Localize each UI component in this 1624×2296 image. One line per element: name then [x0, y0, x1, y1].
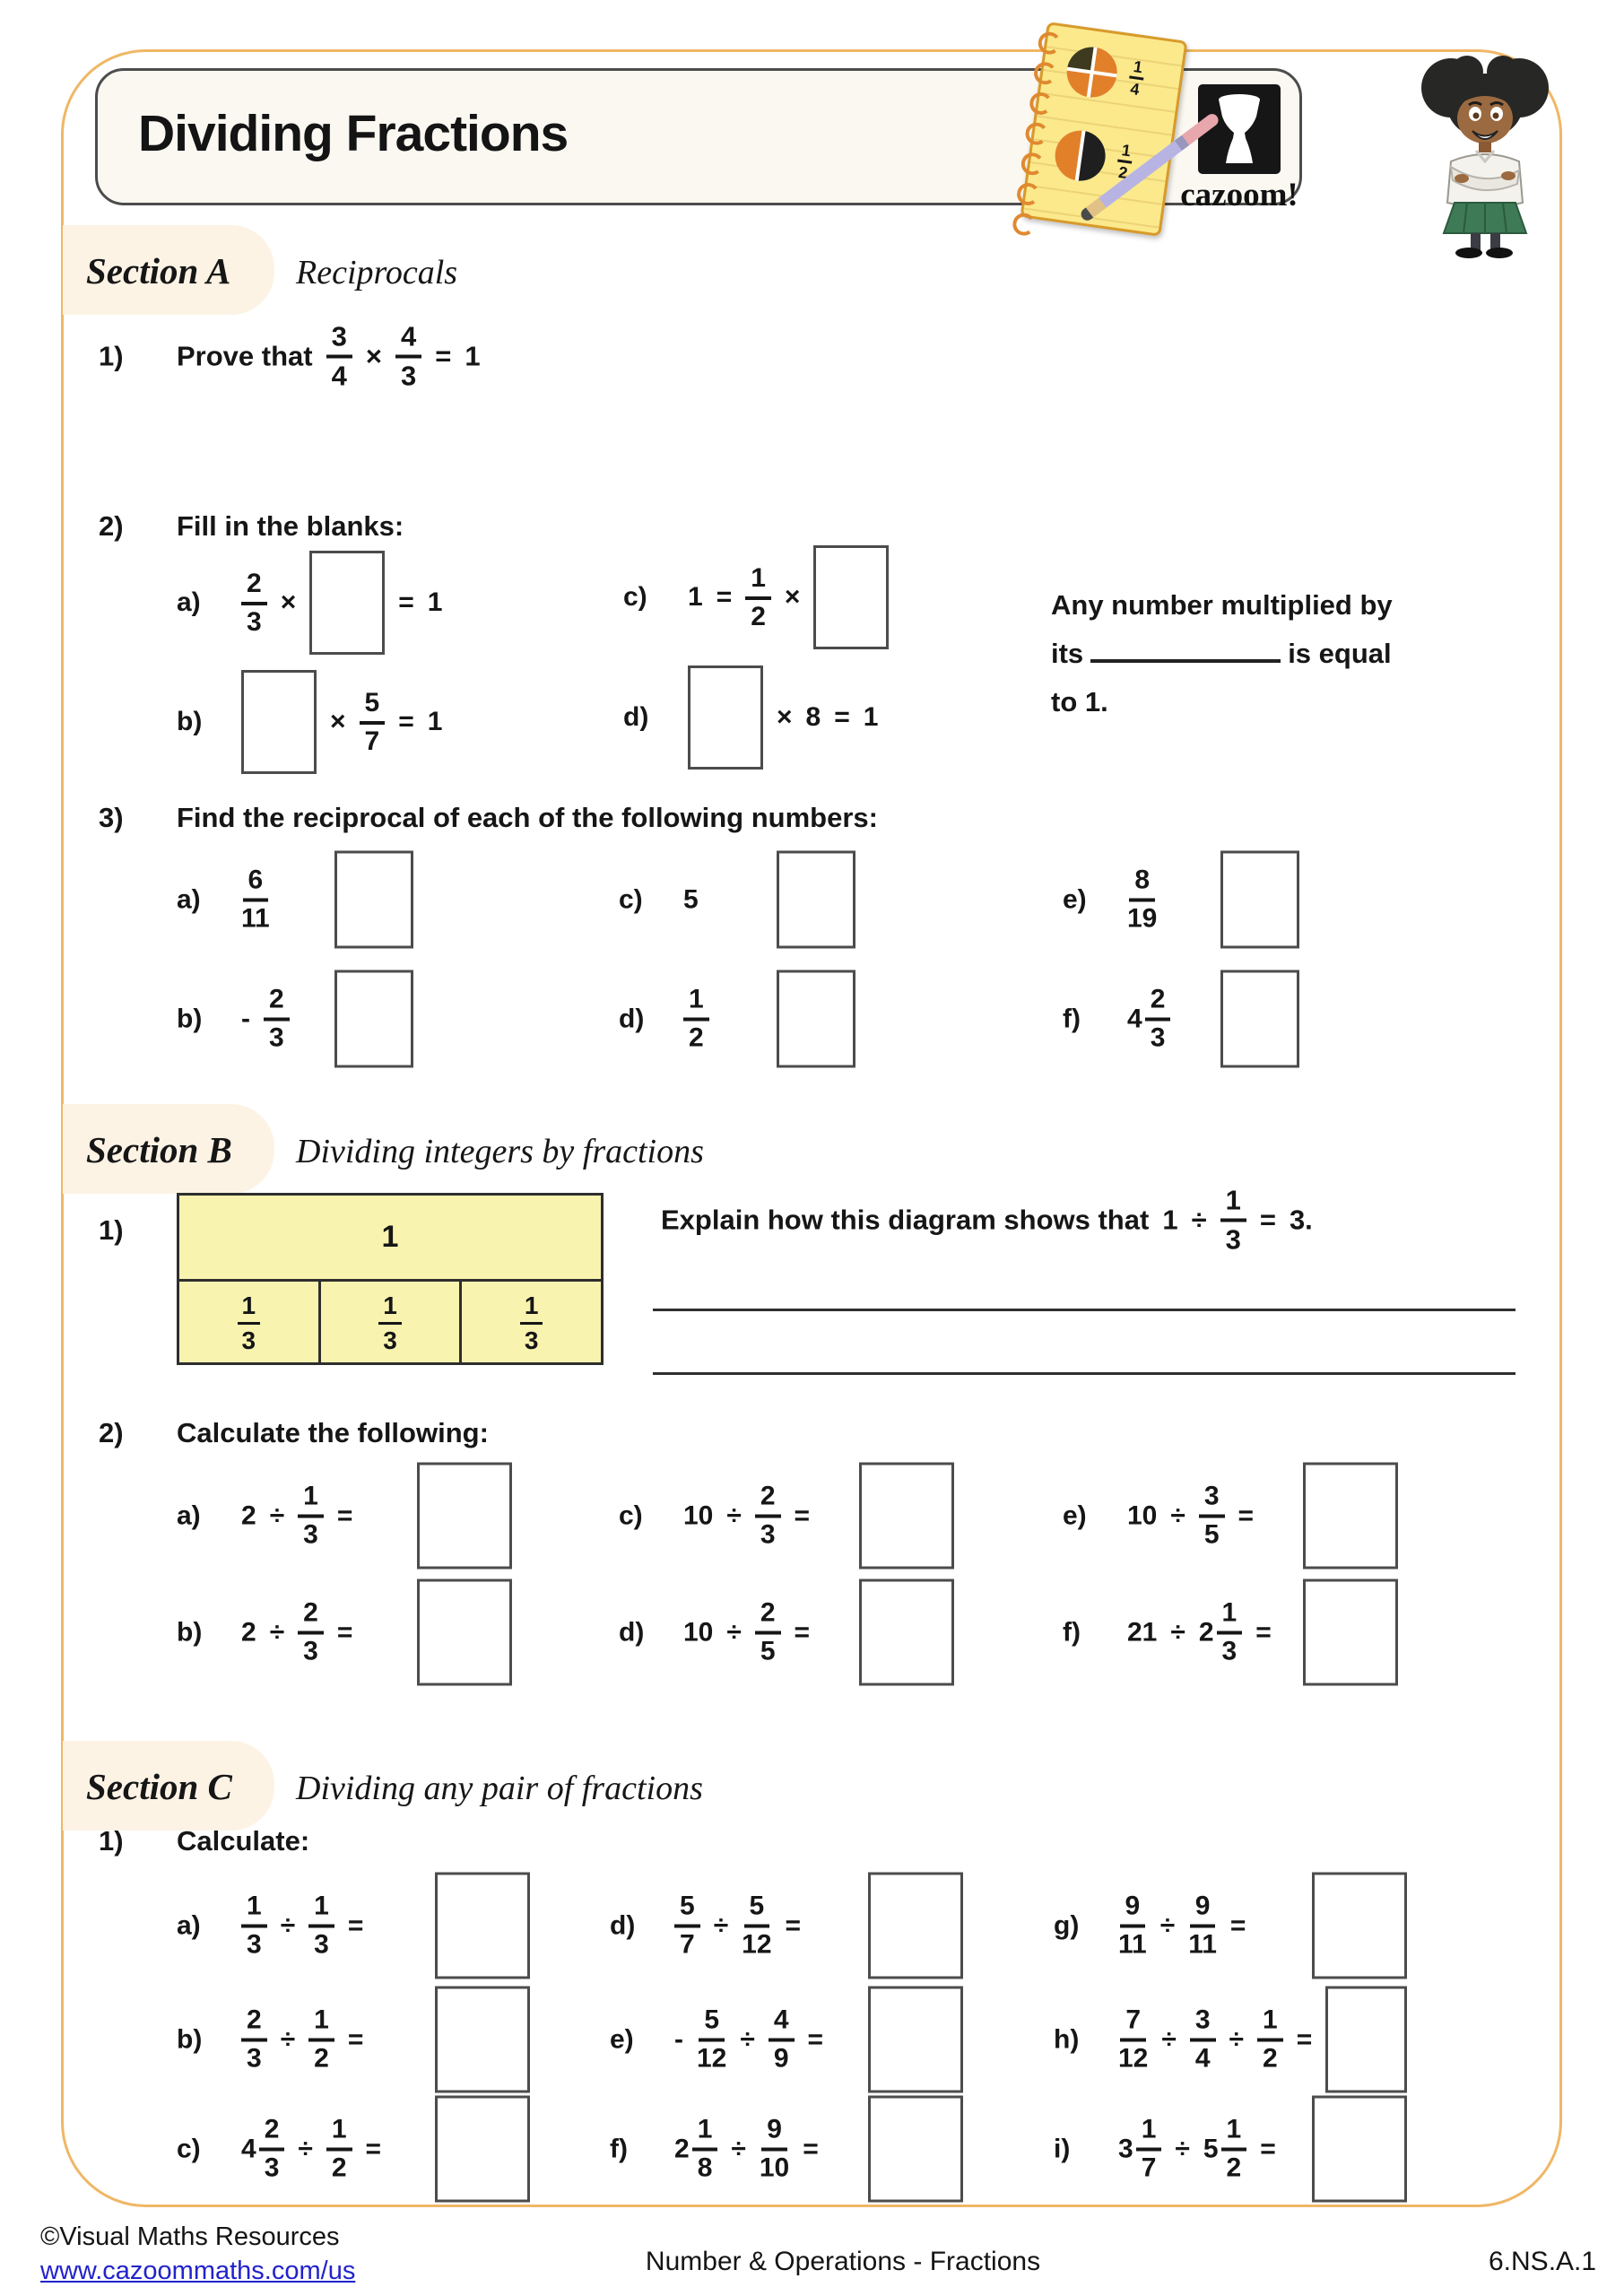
- note-text: its: [1051, 638, 1084, 669]
- question-b1: [99, 1214, 177, 1247]
- operator: ÷: [269, 1500, 285, 1530]
- problem-a3-b: [177, 970, 413, 1068]
- operator: =: [1229, 1910, 1246, 1940]
- operator: =: [834, 702, 850, 732]
- reciprocal-note: [1051, 581, 1481, 726]
- note-text: is equal: [1288, 638, 1392, 669]
- fraction: $\frac{1}{3}$: [1220, 1187, 1246, 1254]
- fraction: $\frac{2}{3}$: [264, 987, 290, 1052]
- operator: ÷: [1170, 1500, 1185, 1530]
- math-text: 1: [465, 340, 481, 371]
- item-label: c): [619, 1500, 643, 1530]
- expression: [241, 1873, 530, 1979]
- mixed-number: 4 $\frac{2}{3}$: [1127, 987, 1170, 1052]
- item-label: g): [1054, 1910, 1080, 1940]
- operator: ÷: [1170, 1617, 1185, 1647]
- item-label: b): [177, 2024, 203, 2054]
- question-number: 1): [99, 1214, 124, 1246]
- expression: [241, 2096, 530, 2203]
- fraction: $\frac{5}{7}$: [674, 1893, 700, 1959]
- section-a-label: Section A: [86, 250, 231, 291]
- expression: [683, 1579, 954, 1686]
- problem-c1-h: [1054, 1987, 1407, 2093]
- operator: =: [1260, 2134, 1276, 2163]
- question-number: 2): [99, 510, 124, 542]
- expression: [241, 1463, 512, 1570]
- math-text: Prove that: [177, 340, 313, 371]
- operator: ÷: [726, 1500, 742, 1530]
- item-label: f): [1063, 1004, 1081, 1033]
- fraction: $\frac{1}{3}$: [378, 1293, 402, 1353]
- copyright-text: ©Visual Maths Resources: [40, 2222, 340, 2251]
- expression: [241, 970, 413, 1068]
- mixed-number: 4 $\frac{2}{3}$: [241, 2117, 284, 2182]
- problem-a2-c: [623, 545, 889, 649]
- problem-c1-i: [1054, 2096, 1407, 2203]
- expression: [1118, 1873, 1407, 1979]
- question-c1: [99, 1825, 309, 1857]
- math-text: 5: [683, 884, 699, 914]
- answer-box[interactable]: [417, 1579, 512, 1686]
- math-text: 10: [683, 1617, 714, 1647]
- problem-a2-b: [177, 670, 442, 774]
- operator: =: [716, 582, 733, 612]
- math-text: 1: [427, 707, 443, 736]
- question-a3: [99, 802, 878, 834]
- fraction: $\frac{1}{3}$: [308, 1893, 334, 1959]
- fill-in-blank-line[interactable]: [1090, 656, 1281, 663]
- brand-text: cazoom!: [1180, 177, 1298, 213]
- operator: =: [365, 2134, 382, 2163]
- expression: [661, 1184, 1313, 1256]
- math-text: 2: [241, 1617, 256, 1647]
- operator: ÷: [280, 2024, 296, 2054]
- fraction: $\frac{1}{2}$: [745, 565, 771, 631]
- problem-c1-d: [610, 1873, 963, 1979]
- problem-c1-g: [1054, 1873, 1407, 1979]
- expression: [674, 1873, 963, 1979]
- fraction: $\frac{1}{3}$: [238, 1293, 261, 1353]
- fraction: $\frac{2}{5}$: [755, 1600, 781, 1665]
- answer-line[interactable]: [653, 1309, 1515, 1311]
- fraction: $\frac{1}{2}$: [1257, 2007, 1283, 2073]
- math-text: 1: [1162, 1204, 1178, 1235]
- problem-c1-b: [177, 1987, 530, 2093]
- item-label: c): [177, 2134, 201, 2163]
- fraction: $\frac{1}{2}$: [683, 987, 709, 1052]
- answer-box[interactable]: [435, 1987, 530, 2093]
- operator: =: [398, 707, 414, 736]
- operator: ÷: [280, 1910, 296, 1940]
- expression: [241, 670, 442, 774]
- item-label: a): [177, 587, 201, 617]
- fraction: $\frac{5}{12}$: [742, 1891, 772, 1960]
- answer-box[interactable]: [777, 970, 855, 1068]
- fraction: $\frac{9}{10}$: [759, 2114, 790, 2183]
- question-prompt: Find the reciprocal of each of the following numbers:: [177, 802, 878, 833]
- diagram-third-cell: [318, 1282, 460, 1365]
- answer-box[interactable]: [241, 670, 317, 774]
- answer-box[interactable]: [868, 1873, 963, 1979]
- operator: ÷: [731, 2134, 746, 2163]
- fraction: $\frac{2}{3}$: [259, 2117, 285, 2182]
- item-label: e): [1063, 1500, 1087, 1530]
- math-text: 8: [805, 702, 821, 732]
- question-prompt: Fill in the blanks:: [177, 510, 404, 542]
- standard-code: 6.NS.A.1: [1489, 2247, 1597, 2276]
- operator: =: [435, 340, 452, 371]
- math-text: 10: [1127, 1500, 1158, 1530]
- operator: =: [785, 1910, 802, 1940]
- fraction: $\frac{2}{3}$: [1145, 987, 1171, 1052]
- problem-b2-b: [177, 1579, 512, 1686]
- operator: ÷: [1161, 2024, 1177, 2054]
- operator: ÷: [740, 2024, 755, 2054]
- item-label: c): [619, 884, 643, 914]
- question-number: 1): [99, 1825, 124, 1857]
- item-label: b): [177, 1617, 203, 1647]
- math-text: 21: [1127, 1617, 1158, 1647]
- operator: -: [674, 2024, 683, 2054]
- problem-a3-f: [1063, 970, 1299, 1068]
- expression: [683, 851, 855, 949]
- note-line-1: Any number multiplied by: [1051, 589, 1393, 621]
- fraction: $\frac{6}{11}$: [241, 865, 270, 934]
- quarter-pie-icon: [1064, 44, 1120, 100]
- operator: =: [336, 1617, 353, 1647]
- fraction: $\frac{5}{7}$: [360, 690, 386, 755]
- question-b2: [99, 1417, 489, 1449]
- fraction: $\frac{1}{3}$: [1217, 1600, 1243, 1665]
- math-text: 2: [241, 1500, 256, 1530]
- expression: [1127, 970, 1299, 1068]
- mixed-number: 2 $\frac{1}{8}$: [674, 2117, 717, 2182]
- fraction: $\frac{1}{3}$: [298, 1483, 324, 1549]
- fraction: $\frac{1}{8}$: [692, 2117, 718, 2182]
- diagram-thirds-row: [179, 1282, 601, 1365]
- problem-c1-e: [610, 1987, 963, 2093]
- question-a2: [99, 510, 404, 543]
- fraction: $\frac{2}{3}$: [298, 1600, 324, 1665]
- operator: =: [803, 2134, 819, 2163]
- fraction: $\frac{1}{4}$: [1126, 58, 1146, 99]
- expression: [241, 1987, 530, 2093]
- fraction: $\frac{9}{11}$: [1118, 1891, 1147, 1960]
- answer-box[interactable]: [1312, 2096, 1407, 2203]
- problem-b2-d: [619, 1579, 954, 1686]
- expression: [674, 2096, 963, 2203]
- operator: =: [1296, 2024, 1313, 2054]
- answer-box[interactable]: [1303, 1463, 1398, 1570]
- diagram-third-cell: [459, 1282, 601, 1365]
- answer-line[interactable]: [653, 1372, 1515, 1375]
- operator: ÷: [713, 1910, 729, 1940]
- student-character-illustration: [1404, 52, 1566, 263]
- note-line-2: [1051, 630, 1481, 678]
- question-number: 3): [99, 802, 124, 833]
- note-line-3: to 1.: [1051, 686, 1108, 718]
- math-text: 1: [427, 587, 443, 617]
- operator: ×: [280, 587, 297, 617]
- problem-c1-a: [177, 1873, 530, 1979]
- half-pie-icon: [1052, 127, 1108, 184]
- item-label: d): [619, 1617, 645, 1647]
- problem-a3-d: [619, 970, 855, 1068]
- operator: =: [794, 1500, 811, 1530]
- answer-box[interactable]: [1325, 1987, 1407, 2093]
- operator: ×: [784, 582, 801, 612]
- fraction: $\frac{8}{19}$: [1127, 865, 1158, 934]
- expression: [241, 1579, 512, 1686]
- section-b-subtitle: Dividing integers by fractions: [296, 1133, 704, 1170]
- fraction-bar-diagram: [177, 1193, 604, 1365]
- fraction: $\frac{1}{2}$: [326, 2117, 352, 2182]
- operator: -: [241, 1004, 250, 1033]
- answer-box[interactable]: [309, 551, 385, 655]
- item-label: h): [1054, 2024, 1080, 2054]
- item-label: f): [610, 2134, 628, 2163]
- operator: =: [398, 587, 414, 617]
- operator: ÷: [1159, 1910, 1176, 1940]
- expression: [241, 551, 442, 655]
- operator: ÷: [1175, 2134, 1190, 2163]
- answer-box[interactable]: [435, 2096, 530, 2203]
- item-label: d): [619, 1004, 645, 1033]
- item-label: a): [177, 884, 201, 914]
- operator: =: [347, 1910, 364, 1940]
- expression: [1127, 1579, 1398, 1686]
- fraction: $\frac{2}{3}$: [241, 570, 267, 636]
- problem-c1-c: [177, 2096, 530, 2203]
- question-number: 2): [99, 1417, 124, 1448]
- section-a-subtitle: Reciprocals: [296, 254, 458, 291]
- operator: ×: [777, 702, 793, 732]
- expression: [1127, 851, 1299, 949]
- item-label: e): [610, 2024, 634, 2054]
- item-label: d): [610, 1910, 636, 1940]
- answer-box[interactable]: [1303, 1579, 1398, 1686]
- answer-box[interactable]: [688, 665, 763, 770]
- math-text: 10: [683, 1500, 714, 1530]
- fraction: $\frac{7}{12}$: [1118, 2005, 1149, 2074]
- fraction: $\frac{1}{7}$: [1136, 2117, 1162, 2182]
- problem-b2-c: [619, 1463, 954, 1570]
- item-label: a): [177, 1500, 201, 1530]
- answer-box[interactable]: [859, 1463, 954, 1570]
- explain-prompt: [661, 1184, 1313, 1256]
- answer-box[interactable]: [334, 851, 413, 949]
- operator: ×: [365, 340, 382, 371]
- fraction: $\frac{1}{2}$: [308, 2007, 334, 2073]
- expression: [1127, 1463, 1398, 1570]
- answer-box[interactable]: [1220, 851, 1299, 949]
- math-text: 3.: [1289, 1204, 1313, 1235]
- answer-box[interactable]: [417, 1463, 512, 1570]
- expression: [1118, 1987, 1407, 2093]
- page-title: Dividing Fractions: [138, 105, 569, 162]
- question-prompt: Calculate the following:: [177, 1417, 489, 1448]
- expression: [688, 545, 889, 649]
- item-label: e): [1063, 884, 1087, 914]
- question-number: 1): [99, 340, 124, 371]
- section-b-label: Section B: [86, 1129, 232, 1170]
- fraction: $\frac{3}{5}$: [1199, 1483, 1225, 1549]
- problem-a3-a: [177, 851, 413, 949]
- operator: ÷: [298, 2134, 313, 2163]
- expression: [241, 851, 413, 949]
- fraction: $\frac{2}{3}$: [755, 1483, 781, 1549]
- operator: ×: [330, 707, 346, 736]
- fraction: $\frac{2}{3}$: [241, 2007, 267, 2073]
- answer-box[interactable]: [435, 1873, 530, 1979]
- item-label: f): [1063, 1617, 1081, 1647]
- item-label: b): [177, 707, 203, 736]
- item-label: b): [177, 1004, 203, 1033]
- diagram-third-cell: [179, 1282, 318, 1365]
- diagram-whole-cell: 1: [179, 1196, 601, 1282]
- item-label: d): [623, 702, 649, 732]
- item-label: i): [1054, 2134, 1071, 2163]
- operator: ÷: [1229, 2024, 1244, 2054]
- operator: =: [807, 2024, 824, 2054]
- standard-strand-text: Number & Operations - Fractions: [645, 2247, 1041, 2276]
- math-text: 1: [688, 582, 703, 612]
- answer-box[interactable]: [868, 2096, 963, 2203]
- expression: [674, 1987, 963, 2093]
- problem-a3-e: [1063, 851, 1299, 949]
- expression: [177, 320, 481, 392]
- answer-box[interactable]: [777, 851, 855, 949]
- answer-box[interactable]: [868, 1987, 963, 2093]
- problem-c1-f: [610, 2096, 963, 2203]
- expression: [683, 970, 855, 1068]
- operator: =: [347, 2024, 364, 2054]
- problem-b2-f: [1063, 1579, 1398, 1686]
- question-prompt: Calculate:: [177, 1825, 310, 1857]
- problem-a3-c: [619, 851, 855, 949]
- question-a1: [99, 320, 481, 392]
- answer-box[interactable]: [859, 1579, 954, 1686]
- math-text: Explain how this diagram shows that: [661, 1204, 1150, 1235]
- quarter-fraction-label: [1126, 58, 1146, 99]
- fraction: $\frac{1}{3}$: [241, 1893, 267, 1959]
- expression: [683, 1463, 954, 1570]
- operator: =: [1238, 1500, 1255, 1530]
- answer-box[interactable]: [1312, 1873, 1407, 1979]
- item-label: a): [177, 1910, 201, 1940]
- operator: =: [1259, 1204, 1276, 1235]
- answer-box[interactable]: [334, 970, 413, 1068]
- fraction: $\frac{1}{2}$: [1115, 142, 1134, 182]
- fraction: $\frac{5}{12}$: [697, 2005, 727, 2074]
- answer-box[interactable]: [1220, 970, 1299, 1068]
- fraction: $\frac{3}{4}$: [326, 323, 352, 390]
- item-label: c): [623, 582, 647, 612]
- operator: ÷: [269, 1617, 285, 1647]
- expression: [688, 665, 878, 770]
- operator: ÷: [1191, 1204, 1207, 1235]
- operator: =: [794, 1617, 811, 1647]
- answer-box[interactable]: [813, 545, 889, 649]
- fraction: $\frac{1}{3}$: [520, 1293, 543, 1353]
- fraction: $\frac{1}{2}$: [1221, 2117, 1247, 2182]
- operator: =: [336, 1500, 353, 1530]
- mixed-number: 5 $\frac{1}{2}$: [1203, 2117, 1246, 2182]
- section-c-subtitle: Dividing any pair of fractions: [296, 1770, 703, 1807]
- website-link[interactable]: www.cazoommaths.com/us: [40, 2257, 356, 2285]
- section-c-label: Section C: [86, 1766, 232, 1807]
- problem-b2-a: [177, 1463, 512, 1570]
- fraction: $\frac{9}{11}$: [1188, 1891, 1217, 1960]
- mixed-number: 2 $\frac{1}{3}$: [1199, 1600, 1242, 1665]
- fraction: $\frac{4}{3}$: [395, 323, 421, 390]
- problem-a2-a: [177, 551, 442, 655]
- problem-a2-d: [623, 665, 878, 770]
- mixed-number: 3 $\frac{1}{7}$: [1118, 2117, 1161, 2182]
- fraction: $\frac{3}{4}$: [1190, 2007, 1216, 2073]
- math-text: 1: [863, 702, 879, 732]
- expression: [1118, 2096, 1407, 2203]
- operator: ÷: [726, 1617, 742, 1647]
- operator: =: [1255, 1617, 1272, 1647]
- cazoom-logo: [1198, 84, 1281, 178]
- problem-b2-e: [1063, 1463, 1398, 1570]
- fraction: $\frac{4}{9}$: [769, 2007, 795, 2073]
